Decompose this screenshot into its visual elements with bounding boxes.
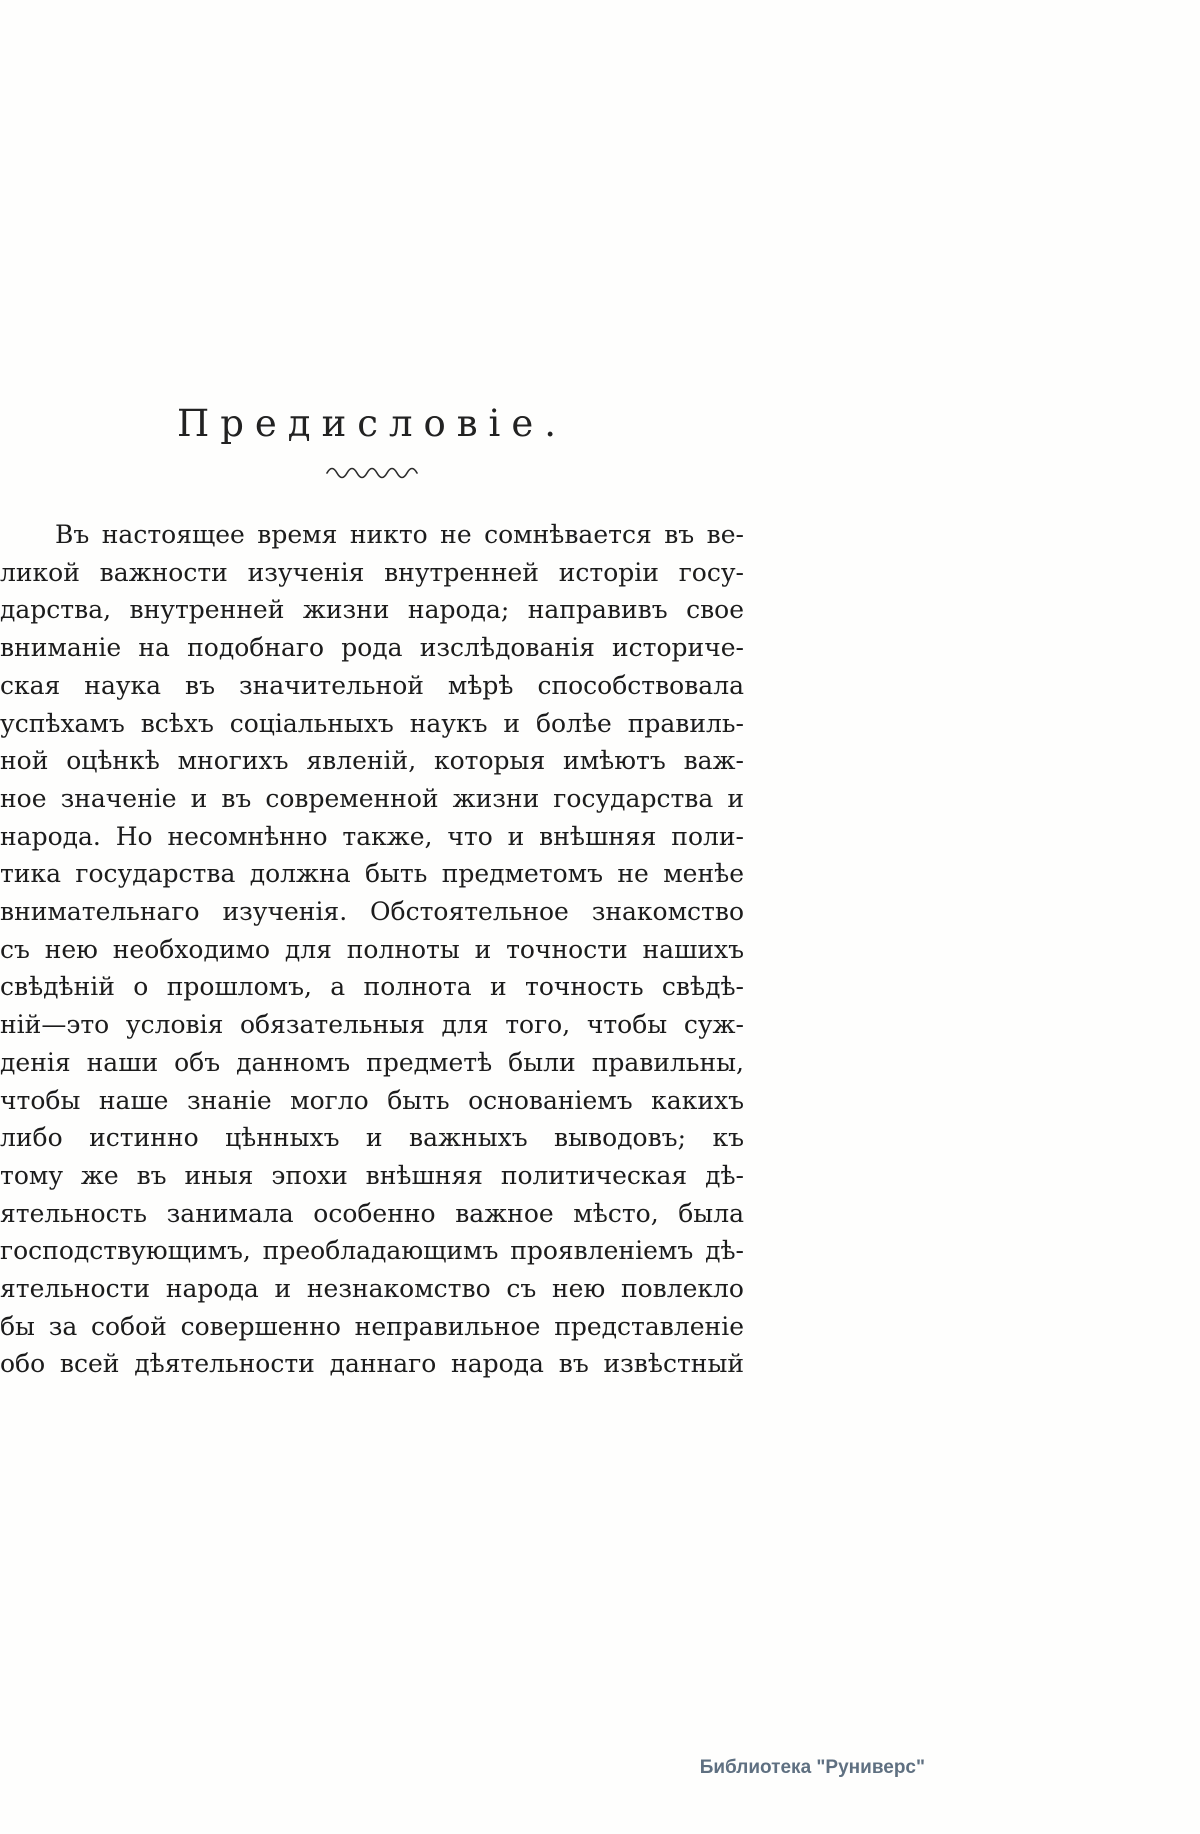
text-line: либо истинно цѣнныхъ и важныхъ выводовъ; къ <box>0 1123 744 1153</box>
text-line: Въ настоящее время никто не сомнѣвается въ ве- <box>55 520 744 549</box>
library-watermark: Библиотека "Руниверс" <box>699 1757 925 1778</box>
text-line: ное значеніе и въ современной жизни государства и <box>0 783 744 813</box>
text-line: бы за собой совершенно неправильное представленіе <box>0 1311 744 1341</box>
text-line: ская наука въ значительной мѣрѣ способствовала <box>0 670 744 700</box>
text-line: денія наши объ данномъ предметѣ были правильны, <box>0 1047 744 1077</box>
text-line: ній—это условія обязательныя для того, чтобы суж- <box>0 1010 744 1040</box>
text-line: внимательнаго изученія. Обстоятельное знакомство <box>0 897 744 927</box>
text-line: обо всей дѣятельности даннаго народа въ извѣстный <box>0 1349 744 1379</box>
text-line: ятельность занимала особенно важное мѣсто, была <box>0 1198 744 1228</box>
body-paragraph <box>0 516 744 1383</box>
text-line: тика государства должна быть предметомъ не менѣе <box>0 859 744 889</box>
text-line: ятельности народа и незнакомство съ нею повлекло <box>0 1274 744 1304</box>
text-line: съ нею необходимо для полноты и точности нашихъ <box>0 934 744 964</box>
text-line: вниманіе на подобнаго рода изслѣдованія историче- <box>0 633 744 663</box>
text-line: господствующимъ, преобладающимъ проявленіемъ дѣ- <box>0 1236 744 1266</box>
text-line: народа. Но несомнѣнно также, что и внѣшняя поли- <box>0 821 744 851</box>
text-line: чтобы наше знаніе могло быть основаніемъ какихъ <box>0 1085 744 1115</box>
ornament-divider-icon <box>0 465 744 484</box>
text-line: успѣхамъ всѣхъ соціальныхъ наукъ и болѣе правиль- <box>0 708 744 738</box>
text-line: тому же въ иныя эпохи внѣшняя политическая дѣ- <box>0 1160 744 1190</box>
text-line: свѣдѣній о прошломъ, а полнота и точность свѣдѣ- <box>0 972 744 1002</box>
text-line: ликой важности изученія внутренней исторіи госу- <box>0 557 744 587</box>
text-line: дарства, внутренней жизни народа; направивъ свое <box>0 595 744 625</box>
text-line: ной оцѣнкѣ многихъ явленій, которыя имѣютъ важ- <box>0 746 744 776</box>
page-title: Предисловіе. <box>176 402 568 445</box>
